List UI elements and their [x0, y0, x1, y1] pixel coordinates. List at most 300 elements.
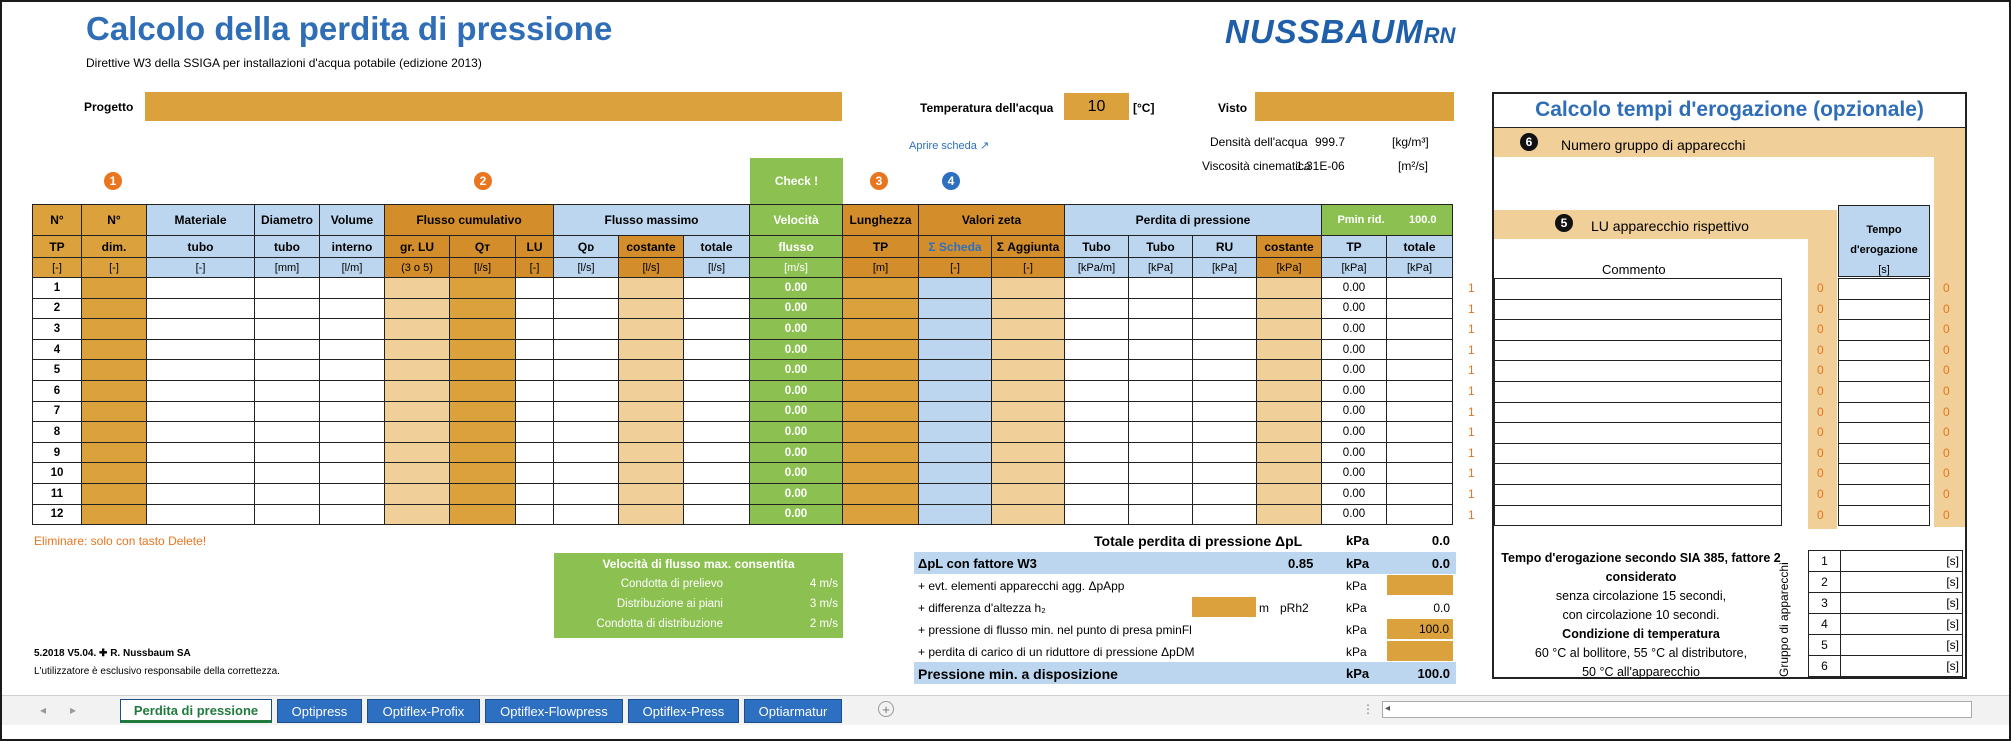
cell-tube-kpa[interactable] — [1129, 339, 1193, 360]
cell-qt[interactable] — [450, 442, 516, 463]
comment-cell[interactable] — [1495, 423, 1782, 444]
comment-cell[interactable] — [1495, 402, 1782, 423]
cell-lu[interactable] — [516, 380, 554, 401]
sheet-tab-3[interactable]: Optiflex-Profix — [367, 699, 480, 723]
comment-cell[interactable] — [1495, 505, 1782, 526]
sheet-tab-5[interactable]: Optiflex-Press — [628, 699, 739, 723]
cell-lu[interactable] — [516, 442, 554, 463]
cell-gr-lu[interactable] — [385, 298, 450, 319]
cell-total-flow[interactable] — [684, 463, 750, 484]
cell-qt[interactable] — [450, 504, 516, 525]
check-button[interactable]: Check ! — [750, 158, 843, 204]
cell-material[interactable] — [147, 401, 255, 422]
cell-tube-kpa[interactable] — [1129, 463, 1193, 484]
sheet-tab-4[interactable]: Optiflex-Flowpress — [485, 699, 623, 723]
flow-time-cell[interactable] — [1839, 443, 1930, 464]
cell-diameter[interactable] — [255, 278, 320, 299]
comment-cell[interactable] — [1495, 279, 1782, 300]
cell-gr-lu[interactable] — [385, 401, 450, 422]
group-number: 6 — [1809, 656, 1841, 677]
cell-total-pressure[interactable] — [1387, 360, 1453, 381]
cell-length[interactable] — [843, 298, 919, 319]
cell-diameter[interactable] — [255, 401, 320, 422]
cell-dim[interactable] — [82, 278, 147, 299]
visto-input[interactable] — [1255, 92, 1454, 121]
cell-dim[interactable] — [82, 504, 147, 525]
cell-ru[interactable] — [1193, 298, 1257, 319]
flow-time-cell[interactable] — [1839, 505, 1930, 526]
cell-sum-added[interactable] — [992, 483, 1065, 504]
cell-qt[interactable] — [450, 463, 516, 484]
cell-qd[interactable] — [554, 298, 619, 319]
cell-lu[interactable] — [516, 483, 554, 504]
cell-total-pressure[interactable] — [1387, 422, 1453, 443]
cell-total-flow[interactable] — [684, 339, 750, 360]
unit-lu: [-] — [516, 258, 554, 278]
group-row — [1809, 656, 1963, 677]
table-row — [33, 504, 1453, 525]
comment-cell[interactable] — [1495, 340, 1782, 361]
cell-sum-sheet[interactable] — [919, 298, 992, 319]
cell-qt[interactable] — [450, 483, 516, 504]
cell-qt[interactable] — [450, 339, 516, 360]
cell-length[interactable] — [843, 422, 919, 443]
project-input[interactable] — [145, 92, 842, 121]
cell-sum-added[interactable] — [992, 339, 1065, 360]
cell-volume[interactable] — [320, 278, 385, 299]
cell-qd[interactable] — [554, 401, 619, 422]
cell-dim[interactable] — [82, 401, 147, 422]
cell-gr-lu[interactable] — [385, 360, 450, 381]
cell-sum-sheet[interactable] — [919, 319, 992, 340]
cell-volume[interactable] — [320, 463, 385, 484]
cell-sum-sheet[interactable] — [919, 483, 992, 504]
cell-total-flow[interactable] — [684, 360, 750, 381]
cell-diameter[interactable] — [255, 504, 320, 525]
flow-time-cell[interactable] — [1839, 299, 1930, 320]
cell-tube-kpa-m[interactable] — [1065, 483, 1129, 504]
cell-length[interactable] — [843, 401, 919, 422]
cell-constant-flow[interactable] — [619, 278, 684, 299]
comment-cell[interactable] — [1495, 381, 1782, 402]
col-nr-dim: N° — [82, 205, 147, 236]
cell-total-flow[interactable] — [684, 442, 750, 463]
pressure-reducer-input[interactable] — [1387, 641, 1453, 661]
cell-volume[interactable] — [320, 380, 385, 401]
cell-sum-sheet[interactable] — [919, 339, 992, 360]
flow-time-cell[interactable] — [1839, 320, 1930, 341]
cell-total-flow[interactable] — [684, 504, 750, 525]
cell-qd[interactable] — [554, 442, 619, 463]
cell-sum-added[interactable] — [992, 360, 1065, 381]
cell-total-flow[interactable] — [684, 298, 750, 319]
unit-material: [-] — [147, 258, 255, 278]
cell-total-pressure[interactable] — [1387, 504, 1453, 525]
cell-sum-added[interactable] — [992, 380, 1065, 401]
cell-tube-kpa[interactable] — [1129, 504, 1193, 525]
cell-length[interactable] — [843, 380, 919, 401]
cell-constant-pressure[interactable] — [1257, 339, 1322, 360]
cell-qd[interactable] — [554, 463, 619, 484]
cell-tube-kpa[interactable] — [1129, 380, 1193, 401]
cell-sum-added[interactable] — [992, 504, 1065, 525]
cell-diameter[interactable] — [255, 380, 320, 401]
cell-constant-pressure[interactable] — [1257, 360, 1322, 381]
cell-qd[interactable] — [554, 380, 619, 401]
unit-nr: [-] — [33, 258, 82, 278]
cell-total-pressure[interactable] — [1387, 483, 1453, 504]
zero-value: 0 — [1943, 466, 1950, 481]
cell-ru[interactable] — [1193, 442, 1257, 463]
cell-tube-kpa[interactable] — [1129, 442, 1193, 463]
cell-dim[interactable] — [82, 360, 147, 381]
cell-sum-added[interactable] — [992, 278, 1065, 299]
cell-ru[interactable] — [1193, 401, 1257, 422]
cell-ru[interactable] — [1193, 319, 1257, 340]
cell-diameter[interactable] — [255, 339, 320, 360]
cell-dim[interactable] — [82, 298, 147, 319]
horizontal-scrollbar[interactable] — [1382, 701, 1972, 718]
cell-volume[interactable] — [320, 483, 385, 504]
cell-material[interactable] — [147, 504, 255, 525]
cell-material[interactable] — [147, 339, 255, 360]
flow-time-row — [1839, 505, 1930, 526]
cell-tube-kpa-m[interactable] — [1065, 463, 1129, 484]
cell-total-pressure[interactable] — [1387, 380, 1453, 401]
app-elements-input[interactable] — [1387, 575, 1453, 595]
tab-scroll-right-icon[interactable]: ▸ — [70, 703, 77, 717]
cell-volume[interactable] — [320, 319, 385, 340]
cell-lu[interactable] — [516, 298, 554, 319]
group-time-cell[interactable]: [s] — [1841, 551, 1963, 572]
cell-diameter[interactable] — [255, 360, 320, 381]
cell-diameter[interactable] — [255, 483, 320, 504]
comment-cell[interactable] — [1495, 361, 1782, 382]
flow-time-row — [1839, 279, 1930, 300]
cell-lu[interactable] — [516, 422, 554, 443]
comment-row — [1495, 299, 1782, 320]
comment-cell[interactable] — [1495, 299, 1782, 320]
cell-constant-flow[interactable] — [619, 319, 684, 340]
cell-tube-kpa[interactable] — [1129, 278, 1193, 299]
unit-gr-lu: (3 o 5) — [385, 258, 450, 278]
cell-length[interactable] — [843, 278, 919, 299]
cell-constant-flow[interactable] — [619, 298, 684, 319]
cell-lu[interactable] — [516, 360, 554, 381]
cell-tube-kpa[interactable] — [1129, 401, 1193, 422]
cell-constant-flow[interactable] — [619, 339, 684, 360]
water-temp-input[interactable]: 10 — [1064, 93, 1129, 120]
cell-ru[interactable] — [1193, 483, 1257, 504]
cell-lu[interactable] — [516, 504, 554, 525]
cell-qd[interactable] — [554, 278, 619, 299]
water-temp-label: Temperatura dell'acqua — [920, 101, 1054, 115]
cell-qd[interactable] — [554, 319, 619, 340]
flow-time-cell[interactable] — [1839, 361, 1930, 382]
cell-tube-kpa-m[interactable] — [1065, 422, 1129, 443]
cell-velocity: 0.00 — [750, 380, 843, 401]
cell-gr-lu[interactable] — [385, 422, 450, 443]
cell-constant-pressure[interactable] — [1257, 442, 1322, 463]
cell-total-pressure[interactable] — [1387, 319, 1453, 340]
cell-tube-kpa-m[interactable] — [1065, 298, 1129, 319]
comment-cell[interactable] — [1495, 443, 1782, 464]
cell-sum-sheet[interactable] — [919, 360, 992, 381]
cell-total-flow[interactable] — [684, 401, 750, 422]
cell-gr-lu[interactable] — [385, 319, 450, 340]
flow-time-cell[interactable] — [1839, 464, 1930, 485]
cell-tube-kpa-m[interactable] — [1065, 360, 1129, 381]
cell-tube-kpa[interactable] — [1129, 298, 1193, 319]
cell-constant-flow[interactable] — [619, 380, 684, 401]
cell-constant-flow[interactable] — [619, 401, 684, 422]
cell-dim[interactable] — [82, 483, 147, 504]
cell-volume[interactable] — [320, 360, 385, 381]
cell-total-flow[interactable] — [684, 278, 750, 299]
cell-tube-kpa[interactable] — [1129, 483, 1193, 504]
cell-total-pressure[interactable] — [1387, 339, 1453, 360]
cell-tube-kpa-m[interactable] — [1065, 504, 1129, 525]
sheet-tab-1[interactable]: Perdita di pressione — [120, 699, 272, 723]
cell-gr-lu[interactable] — [385, 380, 450, 401]
col-volume: Volume — [320, 205, 385, 236]
cell-sum-added[interactable] — [992, 442, 1065, 463]
cell-total-pressure[interactable] — [1387, 401, 1453, 422]
cell-material[interactable] — [147, 422, 255, 443]
cell-volume[interactable] — [320, 401, 385, 422]
tab-scroll-left-icon[interactable]: ◂ — [40, 703, 47, 717]
flow-time-cell[interactable] — [1839, 402, 1930, 423]
cell-tube-kpa[interactable] — [1129, 422, 1193, 443]
flow-time-cell[interactable] — [1839, 423, 1930, 444]
open-sheet-link[interactable]: Aprire scheda ↗ — [909, 140, 990, 152]
cell-total-flow[interactable] — [684, 319, 750, 340]
cell-total-flow[interactable] — [684, 380, 750, 401]
col-constant-flow: costante — [619, 236, 684, 258]
cell-sum-sheet[interactable] — [919, 422, 992, 443]
cell-gr-lu[interactable] — [385, 442, 450, 463]
cell-volume[interactable] — [320, 422, 385, 443]
cell-tp-pressure: 0.00 — [1322, 401, 1387, 422]
cell-material[interactable] — [147, 442, 255, 463]
cell-dim[interactable] — [82, 380, 147, 401]
cell-dim[interactable] — [82, 463, 147, 484]
cell-gr-lu[interactable] — [385, 504, 450, 525]
cell-qd[interactable] — [554, 504, 619, 525]
col-sum-added: Σ Aggiunta — [992, 236, 1065, 258]
cell-length[interactable] — [843, 504, 919, 525]
cell-constant-flow[interactable] — [619, 442, 684, 463]
cell-volume[interactable] — [320, 298, 385, 319]
cell-tube-kpa-m[interactable] — [1065, 442, 1129, 463]
cell-constant-pressure[interactable] — [1257, 422, 1322, 443]
cell-qd[interactable] — [554, 422, 619, 443]
cell-dim[interactable] — [82, 442, 147, 463]
cell-sum-added[interactable] — [992, 298, 1065, 319]
cell-length[interactable] — [843, 463, 919, 484]
cell-sum-added[interactable] — [992, 422, 1065, 443]
cell-material[interactable] — [147, 463, 255, 484]
cell-dim[interactable] — [82, 339, 147, 360]
cell-diameter[interactable] — [255, 422, 320, 443]
cell-material[interactable] — [147, 483, 255, 504]
cell-constant-pressure[interactable] — [1257, 463, 1322, 484]
cell-qt[interactable] — [450, 401, 516, 422]
cell-length[interactable] — [843, 339, 919, 360]
cell-constant-pressure[interactable] — [1257, 483, 1322, 504]
cell-constant-flow[interactable] — [619, 422, 684, 443]
cell-constant-flow[interactable] — [619, 463, 684, 484]
cell-qd[interactable] — [554, 483, 619, 504]
cell-ru[interactable] — [1193, 339, 1257, 360]
cell-gr-lu[interactable] — [385, 339, 450, 360]
cell-lu[interactable] — [516, 278, 554, 299]
cell-total-flow[interactable] — [684, 422, 750, 443]
cell-diameter[interactable] — [255, 298, 320, 319]
cell-sum-added[interactable] — [992, 319, 1065, 340]
cell-gr-lu[interactable] — [385, 483, 450, 504]
cell-qd[interactable] — [554, 339, 619, 360]
more-options-icon[interactable]: ⋮ — [1362, 702, 1374, 716]
lu-factor-value: 1 — [1468, 487, 1475, 501]
lu-factor-value: 1 — [1468, 404, 1475, 419]
cell-gr-lu[interactable] — [385, 463, 450, 484]
cell-tube-kpa[interactable] — [1129, 360, 1193, 381]
cell-sum-sheet[interactable] — [919, 380, 992, 401]
cell-tube-kpa-m[interactable] — [1065, 278, 1129, 299]
scroll-left-arrow-icon[interactable]: ◂ — [1385, 703, 1391, 714]
cell-tube-kpa[interactable] — [1129, 319, 1193, 340]
flow-time-cell[interactable] — [1839, 484, 1930, 505]
sheet-tab-2[interactable]: Optipress — [277, 699, 362, 723]
cell-material[interactable] — [147, 360, 255, 381]
cell-sum-sheet[interactable] — [919, 504, 992, 525]
cell-volume[interactable] — [320, 442, 385, 463]
cell-ru[interactable] — [1193, 380, 1257, 401]
cell-constant-pressure[interactable] — [1257, 319, 1322, 340]
cell-sum-added[interactable] — [992, 401, 1065, 422]
cell-total-pressure[interactable] — [1387, 298, 1453, 319]
cell-qd[interactable] — [554, 360, 619, 381]
cell-volume[interactable] — [320, 339, 385, 360]
flow-time-cell[interactable] — [1839, 279, 1930, 300]
cell-lu[interactable] — [516, 401, 554, 422]
cell-qt[interactable] — [450, 319, 516, 340]
cell-tube-kpa-m[interactable] — [1065, 401, 1129, 422]
zero-value: 0 — [1817, 301, 1824, 316]
cell-gr-lu[interactable] — [385, 278, 450, 299]
cell-volume[interactable] — [320, 504, 385, 525]
cell-qt[interactable] — [450, 298, 516, 319]
group-time-cell[interactable]: [s] — [1841, 635, 1963, 656]
cell-total-pressure[interactable] — [1387, 463, 1453, 484]
cell-constant-pressure[interactable] — [1257, 401, 1322, 422]
cell-ru[interactable] — [1193, 360, 1257, 381]
cell-length[interactable] — [843, 319, 919, 340]
group-number: 2 — [1809, 572, 1841, 593]
comment-cell[interactable] — [1495, 464, 1782, 485]
cell-sum-sheet[interactable] — [919, 442, 992, 463]
cell-dim[interactable] — [82, 422, 147, 443]
cell-ru[interactable] — [1193, 278, 1257, 299]
step-3-badge: 3 — [870, 172, 888, 190]
min-flow-pressure-input[interactable]: 100.0 — [1387, 619, 1453, 639]
cell-constant-pressure[interactable] — [1257, 504, 1322, 525]
cell-sum-sheet[interactable] — [919, 463, 992, 484]
cell-sum-sheet[interactable] — [919, 401, 992, 422]
cell-qt[interactable] — [450, 380, 516, 401]
add-sheet-icon[interactable]: + — [878, 701, 894, 717]
cell-dim[interactable] — [82, 319, 147, 340]
group-time-cell[interactable]: [s] — [1841, 656, 1963, 677]
sheet-tab-6[interactable]: Optiarmatur — [744, 699, 842, 723]
cell-qt[interactable] — [450, 278, 516, 299]
version-text: 5.2018 V5.04. ✚ R. Nussbaum SA — [34, 648, 191, 659]
cell-lu[interactable] — [516, 319, 554, 340]
cell-material[interactable] — [147, 298, 255, 319]
group-time-cell[interactable]: [s] — [1841, 614, 1963, 635]
page-subtitle: Direttive W3 della SSIGA per installazioni d'acqua potabile (edizione 2013) — [86, 56, 482, 70]
height-diff-input[interactable] — [1192, 597, 1256, 617]
cell-qt[interactable] — [450, 360, 516, 381]
cell-material[interactable] — [147, 278, 255, 299]
cell-lu[interactable] — [516, 463, 554, 484]
cell-qt[interactable] — [450, 422, 516, 443]
cell-velocity: 0.00 — [750, 298, 843, 319]
flow-time-table — [1838, 278, 1930, 526]
unit-tube-kpa-m: [kPa/m] — [1065, 258, 1129, 278]
cell-constant-pressure[interactable] — [1257, 278, 1322, 299]
cell-material[interactable] — [147, 319, 255, 340]
cell-lu[interactable] — [516, 339, 554, 360]
comment-cell[interactable] — [1495, 320, 1782, 341]
unit-constant-pressure: [kPa] — [1257, 258, 1322, 278]
cell-sum-added[interactable] — [992, 463, 1065, 484]
cell-ru[interactable] — [1193, 463, 1257, 484]
cell-constant-pressure[interactable] — [1257, 298, 1322, 319]
cell-constant-pressure[interactable] — [1257, 380, 1322, 401]
zero-value: 0 — [1943, 445, 1950, 460]
cell-tube-kpa-m[interactable] — [1065, 319, 1129, 340]
comment-cell[interactable] — [1495, 484, 1782, 505]
cell-total-pressure[interactable] — [1387, 442, 1453, 463]
cell-sum-sheet[interactable] — [919, 278, 992, 299]
cell-ru[interactable] — [1193, 504, 1257, 525]
cell-ru[interactable] — [1193, 422, 1257, 443]
group-time-cell[interactable]: [s] — [1841, 572, 1963, 593]
cell-velocity: 0.00 — [750, 422, 843, 443]
comment-row — [1495, 464, 1782, 485]
comment-row — [1495, 279, 1782, 300]
cell-tube-kpa-m[interactable] — [1065, 339, 1129, 360]
flow-time-cell[interactable] — [1839, 381, 1930, 402]
cell-diameter[interactable] — [255, 442, 320, 463]
cell-length[interactable] — [843, 483, 919, 504]
cell-total-flow[interactable] — [684, 483, 750, 504]
flow-time-cell[interactable] — [1839, 340, 1930, 361]
cell-constant-flow[interactable] — [619, 360, 684, 381]
cell-length[interactable] — [843, 442, 919, 463]
cell-diameter[interactable] — [255, 463, 320, 484]
cell-material[interactable] — [147, 380, 255, 401]
cell-diameter[interactable] — [255, 319, 320, 340]
cell-constant-flow[interactable] — [619, 504, 684, 525]
cell-length[interactable] — [843, 360, 919, 381]
cell-constant-flow[interactable] — [619, 483, 684, 504]
group-time-cell[interactable]: [s] — [1841, 593, 1963, 614]
cell-total-pressure[interactable] — [1387, 278, 1453, 299]
cell-tube-kpa-m[interactable] — [1065, 380, 1129, 401]
